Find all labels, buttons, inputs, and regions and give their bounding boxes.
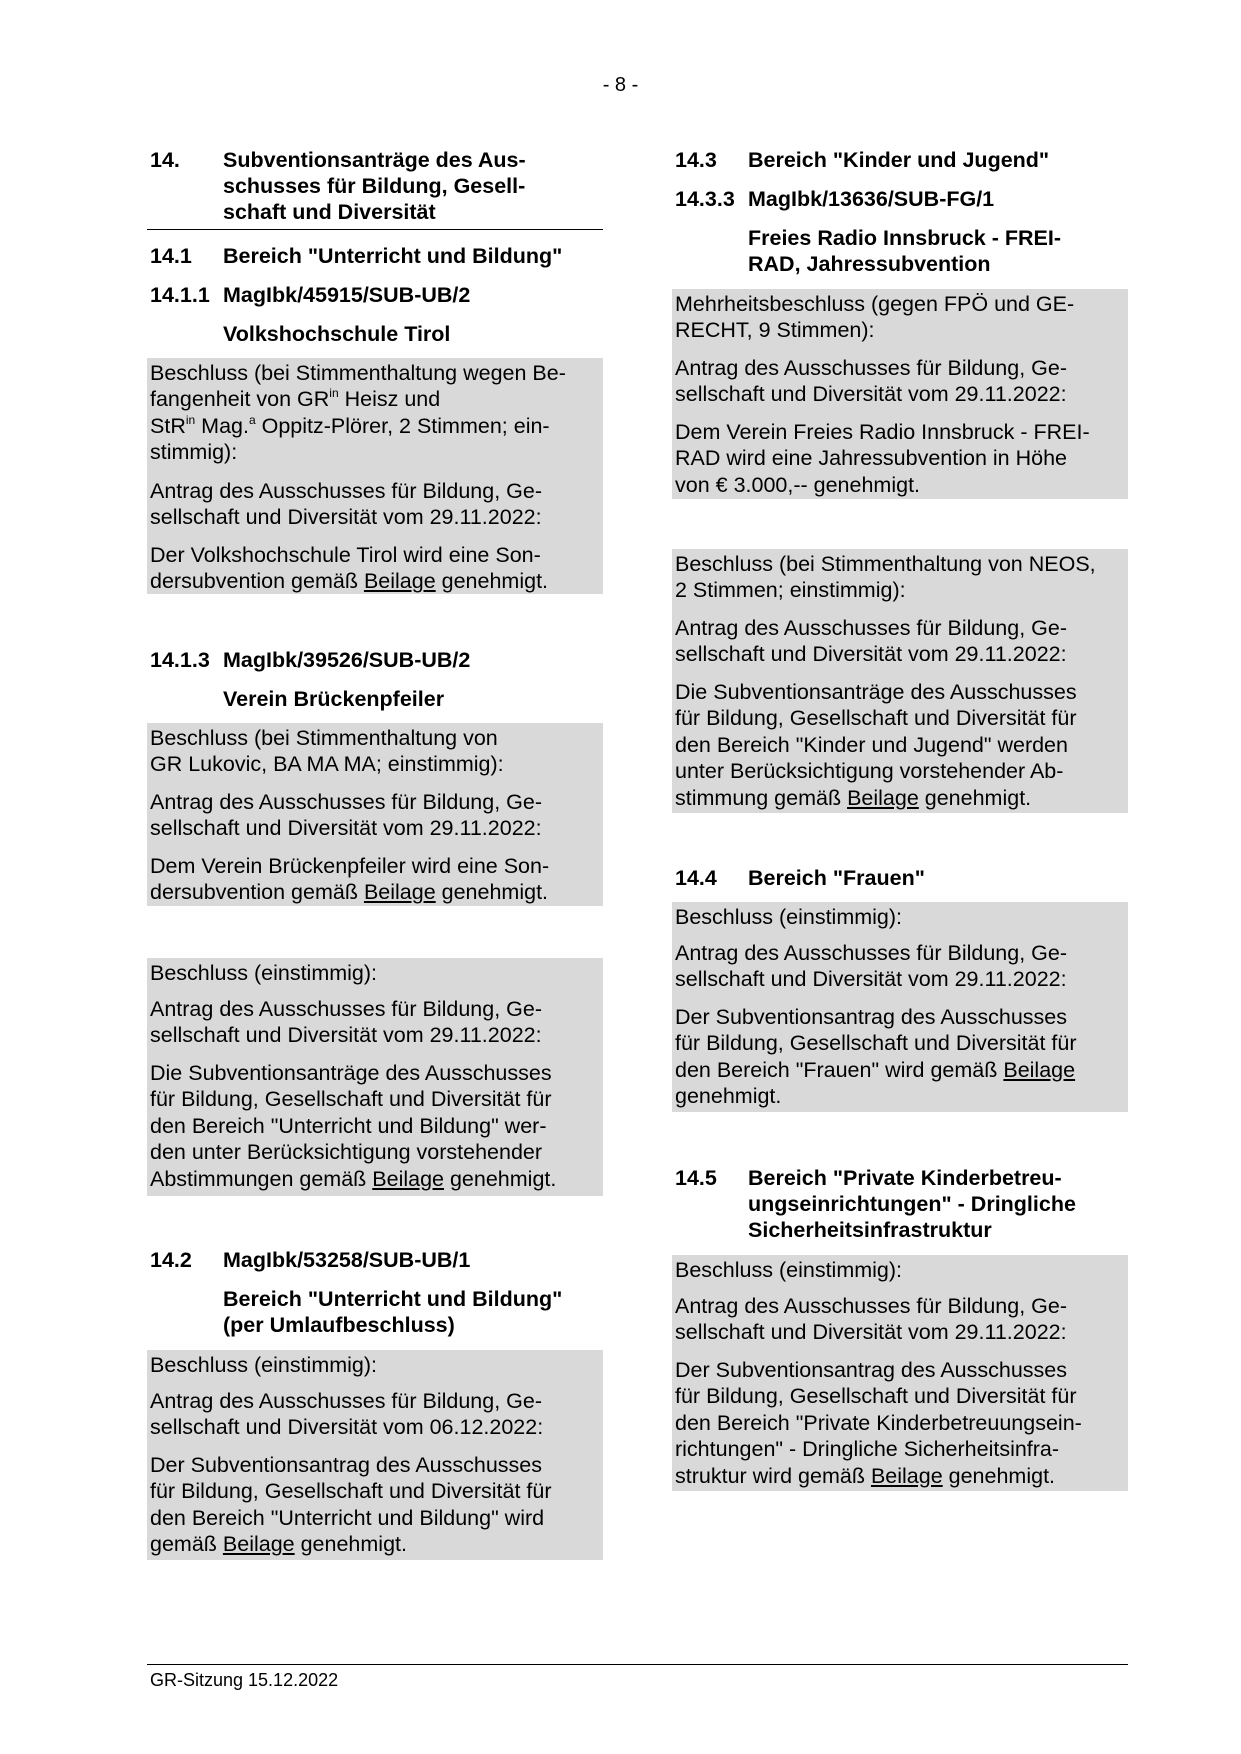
page-number: - 8 - <box>602 74 639 96</box>
motion-text: Antrag des Ausschusses für Bildung, Ge- sellschaft und Diversität vom 29.11.2022: <box>150 479 542 530</box>
beilage-link[interactable]: Beilage <box>222 1532 295 1557</box>
decision-text: Der Subventionsantrag des Ausschusses für Bildung, Gesellschaft und Diversität für den Bereich "Private Kinderbetreuungsein- richtungen" - Dringliche Sicherheitsinfra- struktur wird gemäß Beilage genehmigt. <box>675 1358 1082 1488</box>
beilage-link[interactable]: Beilage <box>847 785 919 810</box>
resolution-box <box>147 723 603 906</box>
resolution-statement: Beschluss (einstimmig): <box>675 1258 902 1282</box>
motion-text: Antrag des Ausschusses für Bildung, Ge- sellschaft und Diversität vom 29.11.2022: <box>675 356 1067 407</box>
beilage-link[interactable]: Beilage <box>363 569 436 594</box>
heading-rule <box>147 229 603 230</box>
resolution-box <box>672 549 1128 813</box>
resolution-box <box>147 1350 603 1560</box>
resolution-box <box>147 358 603 594</box>
resolution-statement: Beschluss (bei Stimmenthaltung von GR Lukovic, BA MA MA; einstimmig): <box>150 726 504 777</box>
motion-text: Antrag des Ausschusses für Bildung, Ge- sellschaft und Diversität vom 06.12.2022: <box>150 1389 544 1440</box>
resolution-box <box>672 1255 1128 1491</box>
resolution-statement: Beschluss (einstimmig): <box>150 1353 377 1377</box>
section-title: Subventionsanträge des Aus- schusses für Bildung, Gesell- schaft und Diversität <box>223 148 526 224</box>
decision-text: Der Subventionsantrag des Ausschusses für Bildung, Gesellschaft und Diversität für den Bereich "Unterricht und Bildung" wird gemäß Beilage genehmigt. <box>150 1453 552 1557</box>
beilage-link[interactable]: Beilage <box>372 1166 444 1191</box>
beilage-link[interactable]: Beilage <box>870 1463 943 1488</box>
resolution-statement: Beschluss (einstimmig): <box>675 905 902 929</box>
decision-text: Der Subventionsantrag des Ausschusses für Bildung, Gesellschaft und Diversität für den Bereich "Frauen" wird gemäß Beilage genehmigt. <box>675 1005 1077 1109</box>
motion-text: Antrag des Ausschusses für Bildung, Ge- sellschaft und Diversität vom 29.11.2022: <box>675 616 1067 667</box>
resolution-statement: Beschluss (einstimmig): <box>150 961 377 985</box>
decision-text: Der Volkshochschule Tirol wird eine Son- dersubvention gemäß Beilage genehmigt. <box>150 543 549 594</box>
section-number: 14. <box>150 148 180 172</box>
motion-text: Antrag des Ausschusses für Bildung, Ge- sellschaft und Diversität vom 29.11.2022: <box>150 790 542 841</box>
footer-text: GR-Sitzung 15.12.2022 <box>150 1670 339 1690</box>
decision-text: Die Subventionsanträge des Ausschusses für Bildung, Gesellschaft und Diversität für den Bereich "Kinder und Jugend" werden unter Berücksichtigung vorstehender Ab- stimmung gemäß Beilage genehmigt. <box>675 680 1077 810</box>
decision-text: Die Subventionsanträge des Ausschusses für Bildung, Gesellschaft und Diversität für den Bereich "Unterricht und Bildung" wer- den unter Berücksichtigung vorstehender Abstimmungen gemäß Beilage genehmigt. <box>150 1061 557 1191</box>
beilage-link[interactable]: Beilage <box>1003 1057 1076 1082</box>
resolution-box <box>147 958 603 1196</box>
decision-text: Dem Verein Freies Radio Innsbruck - FREI- RAD wird eine Jahressubvention in Höhe von € 3.000,-- genehmigt. <box>675 420 1090 497</box>
resolution-statement: Beschluss (bei Stimmenthaltung wegen Be- fangenheit von $GR^{in}$ Heisz und StR$^{in}$ Mag.$^a$ Oppitz-Plörer, 2 Stimmen; ein- stimmig): <box>150 361 566 465</box>
resolution-statement: Mehrheitsbeschluss (gegen FPÖ und GE- RECHT, 9 Stimmen): <box>675 292 1075 343</box>
motion-text: Antrag des Ausschusses für Bildung, Ge- sellschaft und Diversität vom 29.11.2022: <box>150 997 542 1048</box>
motion-text: Antrag des Ausschusses für Bildung, Ge- sellschaft und Diversität vom 29.11.2022: <box>675 1294 1067 1345</box>
beilage-link[interactable]: Beilage <box>363 880 436 905</box>
resolution-box <box>672 902 1128 1112</box>
motion-text: Antrag des Ausschusses für Bildung, Ge- sellschaft und Diversität vom 29.11.2022: <box>675 941 1067 992</box>
decision-text: Dem Verein Brückenpfeiler wird eine Son- dersubvention gemäß Beilage genehmigt. <box>150 854 550 905</box>
resolution-box <box>672 289 1128 499</box>
resolution-statement: Beschluss (bei Stimmenthaltung von NEOS, 2 Stimmen; einstimmig): <box>675 552 1096 603</box>
footer-rule <box>147 1664 1128 1665</box>
